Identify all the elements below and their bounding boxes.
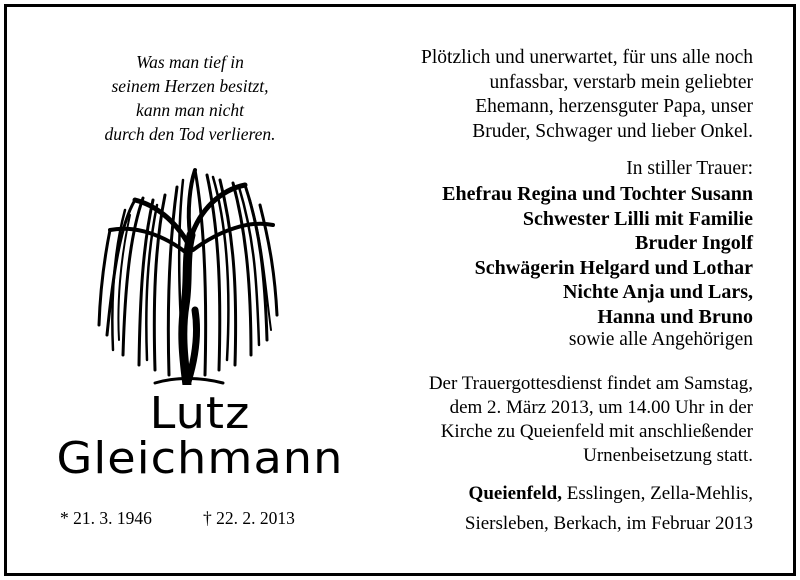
service-line: Urnenbeisetzung statt. [583,445,753,466]
announcement-line: Bruder, Schwager und lieber Onkel. [472,120,753,142]
mourning-intro: In stiller Trauer: [626,158,753,179]
relatives-closing: sowie alle Angehörigen [568,329,753,350]
quote-line: seinem Herzen besitzt, [111,76,269,96]
place-line-1 [360,479,753,509]
service-line: Der Trauergottesdienst findet am Samstag, [428,373,753,394]
service-line: Kirche zu Queienfeld mit anschließender [440,421,753,442]
mourner-name: Bruder Ingolf [635,232,753,254]
quote-line: durch den Tod verlieren. [104,124,276,144]
death-date: † 22. 2. 2013 [203,508,295,528]
mourner-name: Nichte Anja und Lars, [562,281,753,303]
mourner-name: Schwester Lilli mit Familie [522,207,753,230]
place-others: Esslingen, Zella-Mehlis, [561,483,753,504]
announcement-line: Plötzlich und unerwartet, für uns alle noch [421,47,753,68]
mourner-name: Schwägerin Helgard und Lothar [474,256,753,279]
service-line: dem 2. März 2013, um 14.00 Uhr in der [449,397,753,418]
deceased-last-name: Gleichmann [56,433,344,484]
weeping-willow-icon [95,165,280,385]
announcement-line: unfassbar, verstarb mein geliebter [489,71,753,93]
place-and-date [360,479,753,539]
birth-date: * 21. 3. 1946 [60,508,152,528]
announcement-line: Ehemann, herzensguter Papa, unser [475,96,753,117]
announcement-text [360,46,753,144]
quote-line: Was man tief in [136,52,244,72]
mourner-name: Ehefrau Regina und Tochter Susann [442,183,753,205]
deceased-first-name: Lutz [149,388,251,439]
place-line-2: Siersleben, Berkach, im Februar 2013 [464,513,753,534]
place-primary: Queienfeld, [468,483,562,504]
mourner-name: Hanna und Bruno [597,305,753,328]
quote-line: kann man nicht [136,100,244,120]
funeral-service-info [360,372,753,468]
mourners-list [360,182,753,329]
memorial-quote [60,50,320,146]
